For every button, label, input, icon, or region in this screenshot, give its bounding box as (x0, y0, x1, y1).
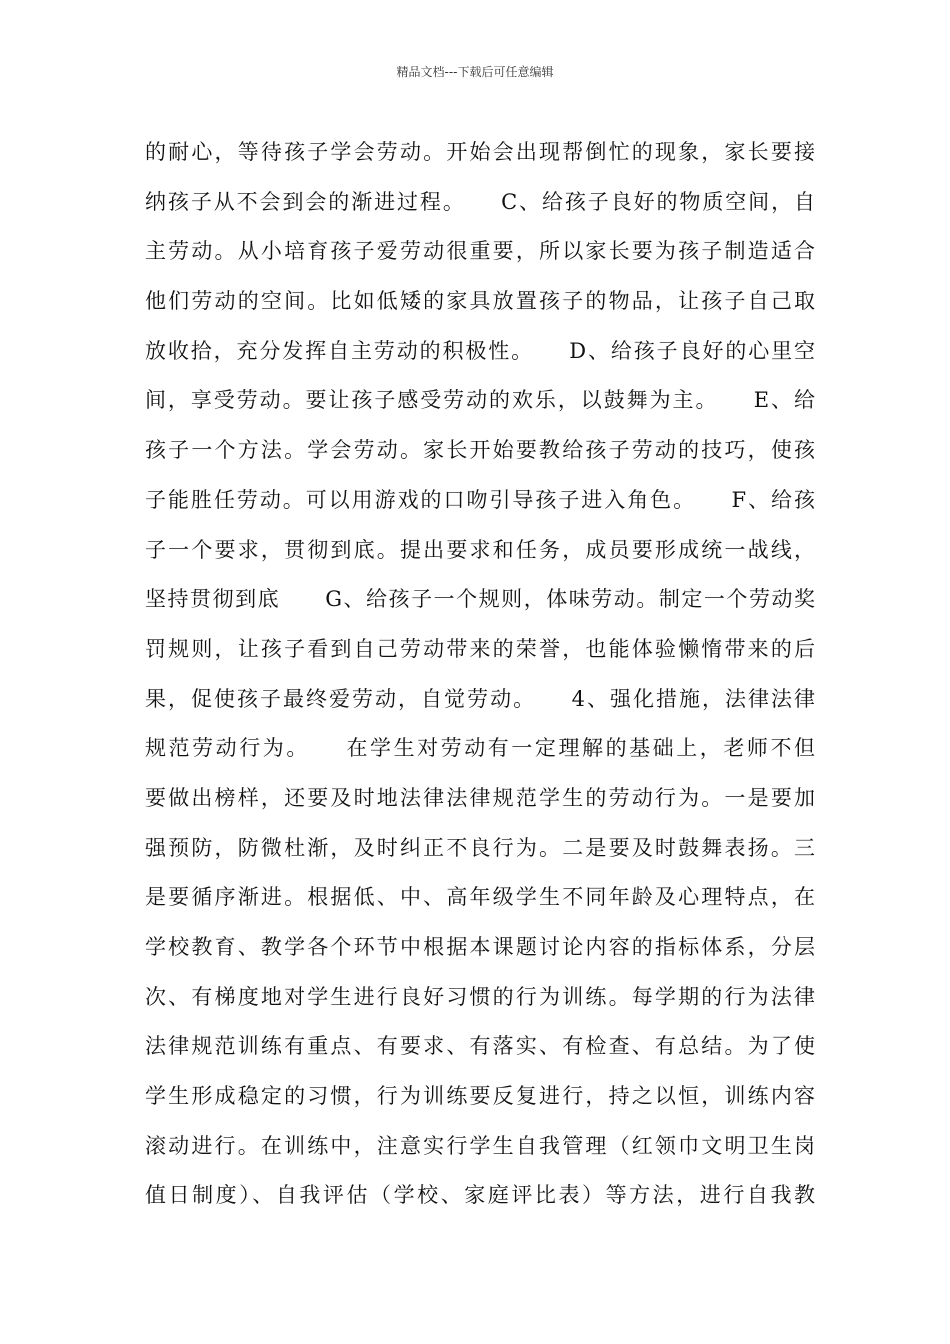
text-line: 孩子一个方法。学会劳动。家长开始要教给孩子劳动的技巧，使孩 (145, 438, 815, 463)
text-line: 次、有梯度地对学生进行良好习惯的行为训练。每学期的行为法律 (145, 984, 815, 1009)
text-line: 的耐心，等待孩子学会劳动。开始会出现帮倒忙的现象，家长要接 (145, 140, 815, 164)
text-line: 子能胜任劳动。可以用游戏的口吻引导孩子进入角色。 F、给孩 (145, 487, 815, 512)
text-line: 果，促使孩子最终爱劳动，自觉劳动。 4、强化措施，法律法律 (145, 686, 815, 711)
text-line: 强预防，防微杜渐，及时纠正不良行为。二是要及时鼓舞表扬。三 (145, 835, 815, 860)
text-line: 间，享受劳动。要让孩子感受劳动的欢乐，以鼓舞为主。 E、给 (145, 388, 815, 413)
text-line: 坚持贯彻到底 G、给孩子一个规则，体味劳动。制定一个劳动奖 (145, 587, 815, 612)
text-line: 纳孩子从不会到会的渐进过程。 C、给孩子良好的物质空间，自 (145, 189, 815, 214)
text-line: 要做出榜样，还要及时地法律法律规范学生的劳动行为。一是要加 (145, 785, 815, 810)
text-line: 值日制度）、自我评估（学校、家庭评比表）等方法，进行自我教 (145, 1183, 815, 1208)
text-line: 规范劳动行为。 在学生对劳动有一定理解的基础上，老师不但 (145, 736, 815, 761)
text-line: 法律规范训练有重点、有要求、有落实、有检查、有总结。为了使 (145, 1034, 815, 1059)
page-header: 精品文档---下载后可任意编辑 (396, 65, 554, 79)
body-text (145, 128, 815, 1221)
text-line: 放收拾，充分发挥自主劳动的积极性。 D、给孩子良好的心里空 (145, 338, 815, 363)
text-line: 罚规则，让孩子看到自己劳动带来的荣誉，也能体验懒惰带来的后 (145, 636, 815, 661)
text-line: 滚动进行。在训练中，注意实行学生自我管理（红领巾文明卫生岗 (145, 1133, 815, 1158)
text-line: 学生形成稳定的习惯，行为训练要反复进行，持之以恒，训练内容 (145, 1084, 815, 1109)
text-line: 主劳动。从小培育孩子爱劳动很重要，所以家长要为孩子制造适合 (145, 239, 815, 264)
text-line: 子一个要求，贯彻到底。提出要求和任务，成员要形成统一战线， (145, 537, 815, 562)
text-line: 他们劳动的空间。比如低矮的家具放置孩子的物品，让孩子自己取 (145, 289, 815, 314)
text-line: 学校教育、教学各个环节中根据本课题讨论内容的指标体系，分层 (145, 935, 815, 959)
text-line: 是要循序渐进。根据低、中、高年级学生不同年龄及心理特点，在 (145, 885, 815, 910)
